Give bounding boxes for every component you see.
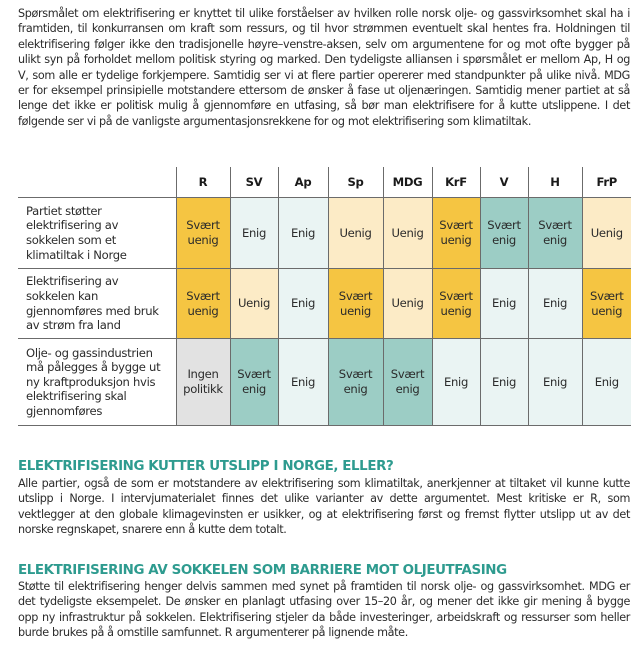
row-statement: Elektrifisering av sokkelen kan gjennomføres med bruk av strøm fra land <box>18 269 176 339</box>
intro-paragraph: Spørsmålet om elektrifisering er knyttet til ulike forståelser av hvilken rolle norsk olje- og gassvirksomhet skal ha i framtiden, til konkurransen om kraft som ressurs, og til hvor strømmen eventuelt skal hentes fra. Holdningen til elektrifisering følger ikke den tradisjonelle høyre–venstre-aksen, selv om argumentene for og mot ofte bygger på ulikt syn på forholdet mellom politisk styring og marked. Den tydeligste alliansen i spørsmålet er mellom Ap, H og V, som alle er tydelige forkjempere. Samtidig ser vi at flere partier opererer med standpunkter på ulike nivå. MDG er for eksempel prinsipielle motstandere ettersom de ønsker å fase ut oljenæringen. Samtidig mener partiet at så lenge det ikke er politisk mulig å gjennomføre en utfasing, så bør man elektrifisere for å kutte utslippene. I det følgende ser vi på de vanligste argumentasjonsrekkene for og mot elektrifisering som klimatiltak. <box>18 7 630 128</box>
party-header-r: R <box>176 167 230 198</box>
position-cell-v: Svært enig <box>480 198 528 269</box>
position-cell-sv: Uenig <box>230 269 278 339</box>
section-body-barrier: Støtte til elektrifisering henger delvis sammen med synet på framtiden til norsk olje- og gassvirksomhet. MDG er det tydeligste eksempelet. De ønsker en planlagt utfasing over 15–20 år, og mener det ikke gir mening å bygge opp ny infrastruktur på sokkelen. Elektrifisering stjeler da både investeringer, arbeidskraft og ressurser som heller burde brukes på å omstille samfunnet. R argumenterer på lignende måte. <box>18 580 630 640</box>
position-cell-h: Enig <box>528 269 582 339</box>
position-cell-v: Enig <box>480 269 528 339</box>
position-cell-ap: Enig <box>278 269 328 339</box>
party-header-mdg: MDG <box>383 167 432 198</box>
position-cell-v: Enig <box>480 339 528 426</box>
party-positions-table <box>18 167 631 426</box>
position-cell-krf: Svært uenig <box>432 269 480 339</box>
row-statement: Olje- og gassindustrien må pålegges å bygge ut ny kraftproduksjon hvis elektrifisering skal gjennomføres <box>18 339 176 426</box>
party-header-ap: Ap <box>278 167 328 198</box>
position-cell-krf: Svært uenig <box>432 198 480 269</box>
position-cell-frp: Uenig <box>582 198 631 269</box>
table-header-row <box>18 167 631 198</box>
position-cell-ap: Enig <box>278 198 328 269</box>
position-cell-ap: Enig <box>278 339 328 426</box>
party-header-krf: KrF <box>432 167 480 198</box>
table-row <box>18 198 631 269</box>
position-cell-r: Svært uenig <box>176 269 230 339</box>
position-cell-sp: Uenig <box>328 198 383 269</box>
position-cell-mdg: Uenig <box>383 198 432 269</box>
table-row <box>18 339 631 426</box>
section-body-emissions: Alle partier, også de som er motstandere av elektrifisering som klimatiltak, anerkjenner at tiltaket vil kunne kutte utslipp i Norge. I intervjumaterialet finnes det ulike varianter av dette argumentet. Mest kritiske er R, som vektlegger at den globale klimagevinsten er usikker, og at elektrifisering først og fremst flytter utslipp ut av det norske regnskapet, snarere enn å kutte dem totalt. <box>18 477 630 537</box>
table-corner-cell <box>18 167 176 198</box>
position-cell-sv: Svært enig <box>230 339 278 426</box>
section-heading-emissions: ELEKTRIFISERING KUTTER UTSLIPP I NORGE, ELLER? <box>18 459 394 474</box>
party-header-frp: FrP <box>582 167 631 198</box>
position-cell-frp: Svært uenig <box>582 269 631 339</box>
party-header-sv: SV <box>230 167 278 198</box>
position-cell-frp: Enig <box>582 339 631 426</box>
party-header-sp: Sp <box>328 167 383 198</box>
position-cell-h: Svært enig <box>528 198 582 269</box>
position-cell-r: Ingen politikk <box>176 339 230 426</box>
position-cell-sp: Svært uenig <box>328 269 383 339</box>
position-cell-krf: Enig <box>432 339 480 426</box>
party-header-v: V <box>480 167 528 198</box>
section-heading-barrier: ELEKTRIFISERING AV SOKKELEN SOM BARRIERE MOT OLJEUTFASING <box>18 563 507 578</box>
row-statement: Partiet støtter elektrifisering av sokkelen som et klimatiltak i Norge <box>18 198 176 269</box>
position-cell-sv: Enig <box>230 198 278 269</box>
position-cell-r: Svært uenig <box>176 198 230 269</box>
position-cell-h: Enig <box>528 339 582 426</box>
position-cell-mdg: Uenig <box>383 269 432 339</box>
party-header-h: H <box>528 167 582 198</box>
position-cell-mdg: Svært enig <box>383 339 432 426</box>
table-row <box>18 269 631 339</box>
position-cell-sp: Svært enig <box>328 339 383 426</box>
